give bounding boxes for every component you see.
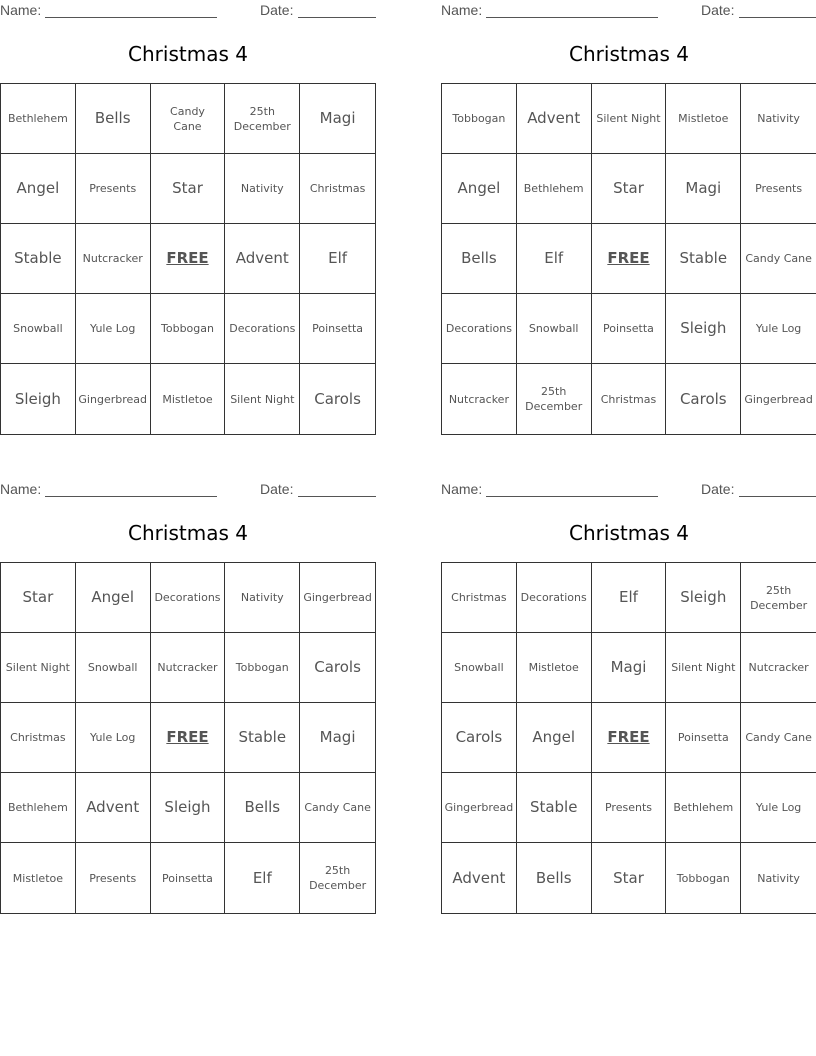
bingo-cell[interactable]: Yule Log	[741, 773, 816, 843]
bingo-cell[interactable]: Elf	[517, 224, 592, 294]
bingo-cell[interactable]: Magi	[666, 154, 741, 224]
bingo-cell[interactable]: Star	[1, 563, 76, 633]
bingo-cell[interactable]: Gingerbread	[442, 773, 517, 843]
bingo-cell[interactable]: Nativity	[225, 563, 300, 633]
bingo-cell[interactable]: Nutcracker	[76, 224, 151, 294]
bingo-cell[interactable]: Bells	[517, 843, 592, 913]
bingo-cell[interactable]: Candy Cane	[741, 224, 816, 294]
bingo-cell[interactable]: Decorations	[151, 563, 226, 633]
bingo-cell[interactable]: Tobbogan	[442, 84, 517, 154]
bingo-cell[interactable]: Presents	[76, 843, 151, 913]
name-label: Name:	[441, 481, 483, 497]
bingo-cell[interactable]: Yule Log	[741, 294, 816, 364]
bingo-cell[interactable]: Nutcracker	[741, 633, 816, 703]
bingo-cell[interactable]: Christmas	[300, 154, 375, 224]
bingo-cell[interactable]: Poinsetta	[592, 294, 667, 364]
bingo-cell[interactable]: Advent	[76, 773, 151, 843]
bingo-cell[interactable]: Mistletoe	[666, 84, 741, 154]
bingo-cell[interactable]: Christmas	[592, 364, 667, 434]
name-label: Name:	[441, 2, 483, 18]
bingo-cell[interactable]: Gingerbread	[76, 364, 151, 434]
bingo-cell[interactable]: 25th December	[517, 364, 592, 434]
bingo-cell[interactable]: Snowball	[76, 633, 151, 703]
bingo-grid	[441, 83, 816, 435]
bingo-cell[interactable]: Presents	[76, 154, 151, 224]
bingo-cell[interactable]: Nutcracker	[151, 633, 226, 703]
bingo-cell[interactable]: Presents	[592, 773, 667, 843]
date-field[interactable]	[739, 17, 816, 18]
bingo-cell[interactable]: Magi	[300, 84, 375, 154]
date-label: Date:	[260, 2, 294, 18]
bingo-cell[interactable]: Candy Cane	[151, 84, 226, 154]
bingo-cell[interactable]: Stable	[517, 773, 592, 843]
bingo-cell[interactable]: Carols	[314, 389, 361, 408]
bingo-cell[interactable]: Silent Night	[225, 364, 300, 434]
bingo-cell[interactable]: Silent Night	[666, 633, 741, 703]
card-header	[0, 0, 376, 22]
bingo-grid	[0, 83, 376, 435]
card-title: Christmas 4	[569, 42, 689, 66]
bingo-cell[interactable]: 25th December	[225, 84, 300, 154]
bingo-cell[interactable]: Nativity	[757, 871, 800, 885]
date-field[interactable]	[298, 17, 376, 18]
bingo-cell[interactable]: Carols	[300, 633, 375, 703]
bingo-cell[interactable]: Mistletoe	[517, 633, 592, 703]
bingo-cell[interactable]: Poinsetta	[151, 843, 226, 913]
bingo-cell[interactable]: Bells	[76, 84, 151, 154]
bingo-cell[interactable]: Snowball	[1, 294, 76, 364]
name-label: Name:	[0, 2, 42, 18]
bingo-cell[interactable]: Bells	[442, 224, 517, 294]
bingo-cell[interactable]: Advent	[225, 224, 300, 294]
bingo-cell[interactable]: Tobbogan	[225, 633, 300, 703]
bingo-cell[interactable]: Angel	[76, 563, 151, 633]
date-field[interactable]	[739, 496, 816, 497]
bingo-cell[interactable]: Silent Night	[592, 84, 667, 154]
bingo-cell[interactable]: Presents	[741, 154, 816, 224]
bingo-cell[interactable]: Tobbogan	[666, 843, 741, 913]
bingo-cell[interactable]: Angel	[442, 154, 517, 224]
bingo-cell[interactable]: Star	[592, 843, 667, 913]
free-space-cell[interactable]: FREE	[592, 703, 667, 773]
card-title: Christmas 4	[128, 42, 248, 66]
name-label: Name:	[0, 481, 42, 497]
bingo-cell[interactable]: Bethlehem	[1, 84, 76, 154]
card-header	[0, 479, 376, 501]
date-label: Date:	[701, 481, 735, 497]
bingo-grid	[0, 562, 376, 914]
bingo-cell[interactable]: Sleigh	[1, 364, 76, 434]
bingo-cell[interactable]: Stable	[225, 703, 300, 773]
bingo-cell[interactable]: Sleigh	[666, 563, 741, 633]
bingo-cell[interactable]: Poinsetta	[666, 703, 741, 773]
bingo-cell[interactable]: Christmas	[1, 703, 76, 773]
bingo-cell[interactable]: Silent Night	[1, 633, 76, 703]
bingo-cell[interactable]: Yule Log	[76, 703, 151, 773]
date-label: Date:	[701, 2, 735, 18]
name-field[interactable]	[486, 496, 658, 497]
bingo-cell[interactable]: Angel	[517, 703, 592, 773]
free-space-cell[interactable]: FREE	[592, 224, 667, 294]
bingo-cell[interactable]: Nativity	[225, 154, 300, 224]
bingo-cell[interactable]: 25th December	[741, 563, 816, 633]
bingo-cell[interactable]: Nativity	[741, 84, 816, 154]
bingo-cell[interactable]: Magi	[592, 633, 667, 703]
bingo-cell[interactable]: Christmas	[442, 563, 517, 633]
card-header	[441, 0, 816, 22]
bingo-cell[interactable]: Mistletoe	[151, 364, 226, 434]
bingo-cell[interactable]: Magi	[300, 703, 375, 773]
bingo-cell[interactable]: Star	[592, 154, 667, 224]
bingo-cell[interactable]: Decorations	[225, 294, 300, 364]
bingo-cell[interactable]: Poinsetta	[300, 294, 375, 364]
date-label: Date:	[260, 481, 294, 497]
bingo-cell[interactable]: Bethlehem	[1, 773, 76, 843]
bingo-cell[interactable]: Carols	[666, 364, 741, 434]
bingo-cell[interactable]: Decorations	[517, 563, 592, 633]
bingo-cell[interactable]: 25th December	[309, 864, 367, 892]
card-title: Christmas 4	[569, 521, 689, 545]
card-title: Christmas 4	[128, 521, 248, 545]
date-field[interactable]	[298, 496, 376, 497]
bingo-cell[interactable]: Sleigh	[151, 773, 226, 843]
bingo-cell[interactable]: Yule Log	[76, 294, 151, 364]
bingo-cell[interactable]: Elf	[225, 843, 300, 913]
free-space-cell[interactable]: FREE	[151, 224, 226, 294]
bingo-grid	[441, 562, 816, 914]
bingo-cell[interactable]: Candy Cane	[300, 773, 375, 843]
bingo-cell[interactable]: Snowball	[517, 294, 592, 364]
bingo-cell[interactable]: Carols	[442, 703, 517, 773]
bingo-cell[interactable]: Elf	[592, 563, 667, 633]
bingo-cell[interactable]: Stable	[666, 224, 741, 294]
bingo-cell[interactable]: Decorations	[442, 294, 517, 364]
bingo-cell[interactable]: Advent	[517, 84, 592, 154]
bingo-cell[interactable]: Star	[151, 154, 226, 224]
bingo-cell[interactable]: Sleigh	[666, 294, 741, 364]
bingo-cell[interactable]: Bethlehem	[517, 154, 592, 224]
bingo-cell[interactable]: Bethlehem	[666, 773, 741, 843]
card-header	[441, 479, 816, 501]
free-space-cell[interactable]: FREE	[151, 703, 226, 773]
bingo-cell[interactable]: Snowball	[442, 633, 517, 703]
name-field[interactable]	[45, 17, 217, 18]
bingo-cell[interactable]: Advent	[442, 843, 517, 913]
bingo-cell[interactable]: Candy Cane	[741, 703, 816, 773]
bingo-cell[interactable]: Bells	[225, 773, 300, 843]
name-field[interactable]	[45, 496, 217, 497]
bingo-cell[interactable]: Tobbogan	[151, 294, 226, 364]
bingo-cell[interactable]: Gingerbread	[744, 392, 813, 406]
bingo-cell[interactable]: Nutcracker	[442, 364, 517, 434]
bingo-cell[interactable]: Gingerbread	[300, 563, 375, 633]
bingo-cell[interactable]: Angel	[1, 154, 76, 224]
bingo-cell[interactable]: Mistletoe	[1, 843, 76, 913]
bingo-cell[interactable]: Elf	[300, 224, 375, 294]
name-field[interactable]	[486, 17, 658, 18]
bingo-cell[interactable]: Stable	[1, 224, 76, 294]
